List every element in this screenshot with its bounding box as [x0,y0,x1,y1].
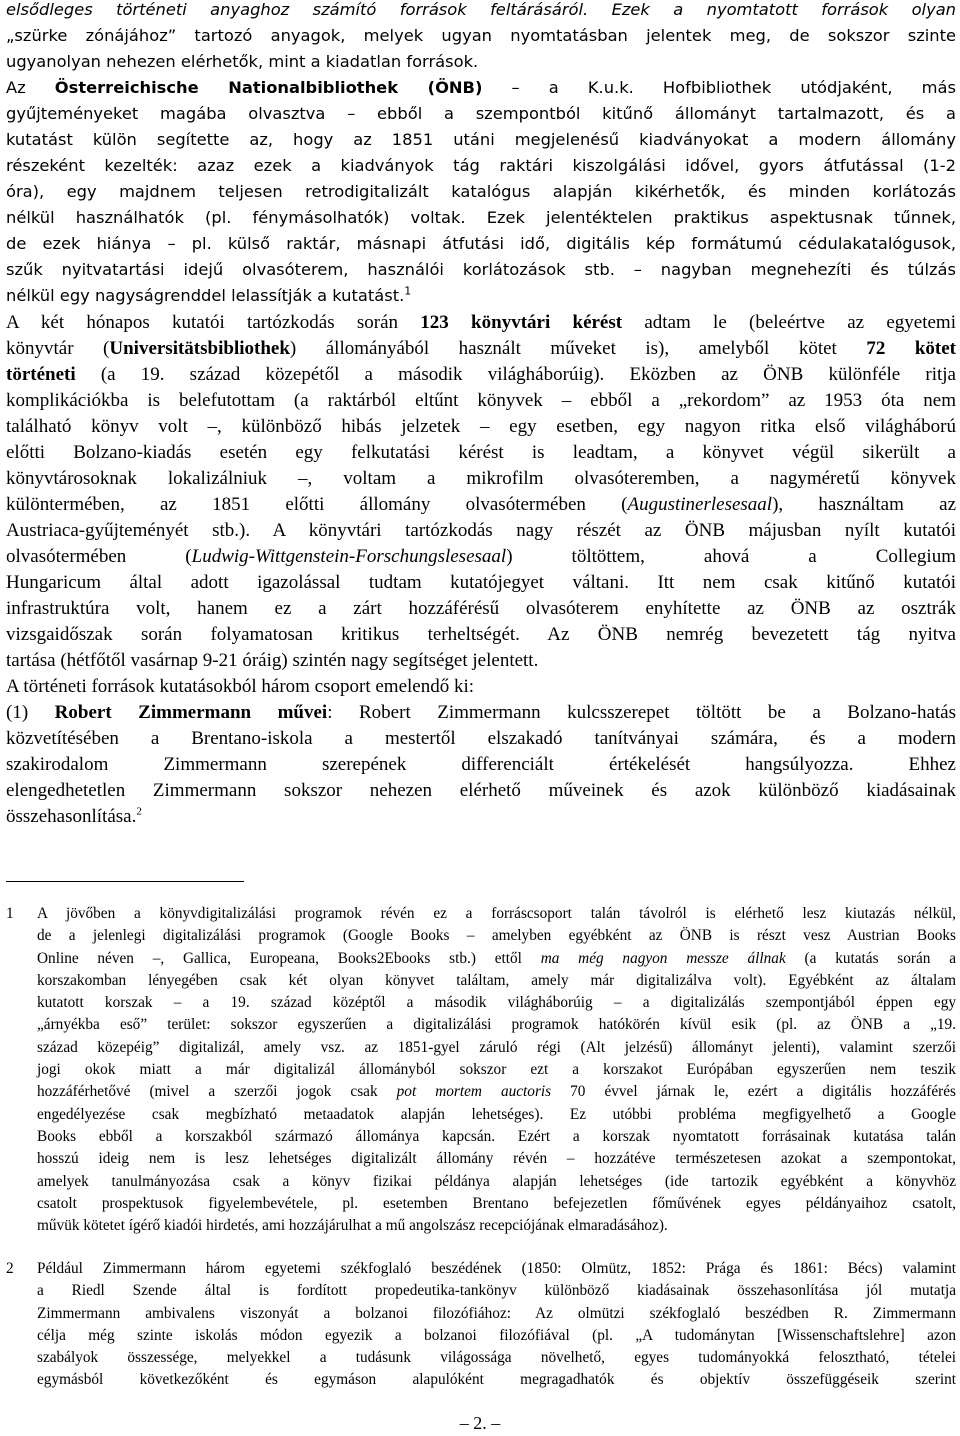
text-span: Online néven –, Gallica, Europeana, Books2Ebooks stb.) ettől [37,949,541,967]
footnote-ref-2[interactable]: 2 [136,805,142,818]
footnote-number: 2 [6,1260,14,1277]
text-line: szakirodalom Zimmermann szerepének differenciált értékelését hangsúlyozza. Ehhez [6,754,956,775]
text-line: vizsgaidőszak során folyamatosan kritikus terheltségét. Az ÖNB nemrég bevezetett tág nyitva [6,624,956,645]
text-line: korszakomban lényegében csak két olyan könyvet találtam, amely már digitalizálva volt). Egyébként az általam [37,971,956,989]
text-line: hosszú ideig nem is lesz lehetséges digitalizált állomány révén – hozzátéve természetesen azokat a szempontokat, [37,1150,956,1168]
footnote-number: 1 [6,905,14,922]
text-line: komplikációkba is belefutottam (a raktárból eltűnt könyvek – ebből a „rekordom” az 1953 óta nem [6,390,956,411]
footnote-text [37,903,956,1237]
text-span: összehasonlítása. [6,806,137,827]
text-span: : Robert Zimmermann kulcsszerepet töltött be a Bolzano-hatás [327,702,956,723]
text-line [6,336,956,362]
text-line: jogi okok miatt a már digitalizál állományból sokszor ezt a korszakot Európában egyszerűen nem teszik [37,1061,956,1079]
text-line: de a jelenlegi digitalizálási programok (Google Books – amelyben egyébként az ÖNB is részt vesz Austrian Books [37,927,956,945]
footnote-ref-1[interactable]: 1 [404,284,412,298]
text-span: könyvtár ( [6,338,110,359]
paragraph-research-stay [6,310,956,830]
text-span: olvasótermében ( [6,546,192,567]
footnote-2 [6,1258,956,1392]
emphasis: történeti [6,364,76,385]
text-line: infrastruktúra volt, hanem ez a zárt hozzáférésű olvasóterem enyhítette az ÖNB az osztrák [6,598,956,619]
text-line [6,544,956,570]
text-line: művük kötetet ígérő kiadói hirdetés, ami hozzájárulhat a mű angolszász recepciójának elmaradásához). [37,1217,668,1235]
text-line: kutatott korszak – a 19. század középtől a második világháborúig – a digitalizálás szempontjából éppen egy [37,994,956,1012]
text-line: célja még szinte iskolás módon egyezik a bolzanoi filozófiával (pl. „A tudománytan [Wissenschaftslehre] azon [37,1326,956,1344]
emphasis: ma még nagyon messze állnak [540,949,786,967]
text-line: Hungaricum által adott igazolással tudtam kutatójegyet váltani. Itt nem csak kitűnő kutatói [6,572,956,593]
text-line: szűk nyitvatartási idejű olvasóterem, használói korlátozások stb. – nagyban megnehezíti és túlzás [6,260,956,279]
text-span: nélkül egy nagyságrenddel lelassítják a kutatást. [6,286,405,305]
text-line: tartása (hétfőtől vasárnap 9-21 óráig) szintén nagy segítséget jelentett. [6,650,539,671]
footnote-1 [6,903,956,1237]
text-line: részeként kezelték: azaz ezek a kiadványok tág raktári kiszolgálási idővel, gyors átfutással (1-2 [6,156,956,175]
text-span: ) töltöttem, ahová a Collegium [506,546,956,567]
text-line [37,1081,956,1103]
text-line: kutatást külön segítette az, hogy az 1851 utáni megjelenésű kiadványokat a modern állomány [6,130,956,149]
text-line: gyűjteményeket magába olvasztva – ebből a szempontból kitűnő állományt tartalmazott, és a [6,104,956,123]
paragraph-intro [6,0,956,75]
footnote-rule [6,881,244,882]
text-line [6,75,956,101]
text-span: (1) [6,702,55,723]
emphasis: 72 kötet [866,338,956,359]
text-line: A jövőben a könyvdigitalizálási programok révén ez a forráscsoport talán távolról is elérhető lesz kiutazás nélkül, [37,905,956,922]
text-line: elsődleges történeti anyaghoz számító források feltárásáról. Ezek a nyomtatott források olyan [6,0,956,19]
text-span: – a K.u.k. Hofbibliothek utódjaként, más [482,78,956,97]
text-span: adtam le (beleértve az egyetemi [622,312,956,333]
text-line: század közepéig” digitalizál, amely vsz. az 1851-gyel záruló régi (Alt jelzésű) állományt jelenti), valamint szerzői [37,1038,956,1056]
text-line [6,804,956,830]
text-line: „árnyékba eső” terület: sokszor egyszerűen a digitalizálási programok hatókörén kívül esik (pl. az ÖNB a „19. [37,1016,956,1034]
text-line: nélkül használhatók (pl. fénymásolhatók) voltak. Ezek jelentéktelen praktikus aspektusnak tűnnek, [6,208,956,227]
text-line: A történeti források kutatásokból három csoport emelendő ki: [6,676,475,697]
text-line: de ezek hiánya – pl. külső raktár, másnapi átfutási idő, digitális kép formátumú cédulakatalógusok, [6,234,956,253]
text-line: előtti Bolzano-kiadás esetén egy felkutatási kérést is leadtam, a könyvet végül sikerült a [6,442,956,463]
text-line: Zimmermann ambivalens viszonyát a bolzanoi filozófiához: Az olmützi székfoglaló beszédben R. Zimmermann [37,1304,956,1322]
text-span: ), használtam az [772,494,957,515]
paragraph-onb [6,75,956,309]
emphasis: Universitätsbibliothek [109,338,290,359]
page-number: – 2. – [459,1413,501,1433]
text-span: különtermében, az 1851 előtti állomány olvasótermében ( [6,494,628,515]
text-line [6,310,956,336]
text-span: Az [6,78,55,97]
text-line [37,948,956,970]
emphasis: Ludwig-Wittgenstein-Forschungslesesaal [191,546,507,567]
text-span: A két hónapos kutatói tartózkodás során [6,312,421,333]
emphasis: pot mortem auctoris [396,1083,552,1101]
text-line [6,492,956,518]
text-span: hozzáférhetővé (mivel a szerzői jogok csak [37,1083,397,1101]
text-line: szabályok összessége, melyekkel a tudásunk világossága növelhető, egyes tudományokká felosztható, tételei [37,1349,956,1367]
text-span: 70 évvel járnak le, ezért a digitális hozzáférés [551,1083,957,1101]
text-span: (a kutatás során a [785,949,957,967]
text-line: elengedhetetlen Zimmermann sokszor nehezen elérhető műveinek és azok különböző kiadásainak [6,780,956,801]
text-line: csatolt prospektusok figyelembevétele, pl. esetemben Brentano befejezetlen főművének egyes példányaihoz csatolt, [37,1194,956,1212]
emphasis: Augustinerlesesaal [627,494,773,515]
emphasis: 123 könyvtári kérést [420,312,623,333]
text-line: található könyv volt –, különböző hibás jelzetek – egy esetben, egy nagyon ritka első világháború [6,416,956,437]
text-line [6,700,956,726]
text-line [6,362,956,388]
onb-name: Österreichische Nationalbibliothek (ÖNB) [54,78,483,97]
text-line: egymásból következőként és egymáson alapulóként megragadhatók és objektív összefüggéseik szerint [37,1371,956,1389]
text-line: engedélyezése csak megbízható metaadatok alapján lehetséges). Ez utóbbi probléma megfigyelhető a Google [37,1105,956,1123]
text-line: amelyek tanulmányozása csak a könyv fizikai példánya alapján lehetséges (ide tartozik egyébként a könyvhöz [37,1172,956,1190]
text-line: ugyanolyan nehezen elérhetők, mint a kiadatlan források. [6,52,479,71]
text-line: Például Zimmermann három egyetemi székfoglaló beszédének (1850: Olmütz, 1852: Prága és 1861: Bécs) valamint [37,1260,956,1277]
text-line: „szürke zónájához” tartozó anyagok, melyek ugyan nyomtatásban jelentek meg, de sokszor szinte [6,26,956,45]
emphasis: Robert Zimmermann művei [54,702,328,723]
text-span: ) állományából használt műveket is), amelyből kötet [289,338,867,359]
text-line: a Riedl Szende által is fordított propedeutika-tankönyv különböző kiadásainak összehasonlítása jól mutatja [37,1282,956,1300]
footnote-text [37,1258,956,1392]
text-line: könyvtárosoknak lokalizálniuk –, voltam a mikrofilm olvasóteremben, a nagyméretű könyvek [6,468,956,489]
text-line: Austriaca-gyűjteményét stb.). A könyvtári tartózkodás nagy részét az ÖNB májusban nyílt kutatói [6,520,956,541]
text-span: (a 19. század közepétől a második világháborúig). Eközben az ÖNB különféle ritja [75,364,956,385]
text-line: közvetítésében a Brentano-iskola a mestertől elszakadó tanítványai számára, és a modern [6,728,956,749]
text-line: Books ebből a korszakból származó állománya kapcsán. Ezért a korszak nyomtatott forrásainak kutatása talán [37,1127,956,1145]
text-line: óra), egy majdnem teljesen retrodigitalizált katalógus alapján kikérhetők, és minden korlátozás [6,182,956,201]
text-line [6,283,956,309]
